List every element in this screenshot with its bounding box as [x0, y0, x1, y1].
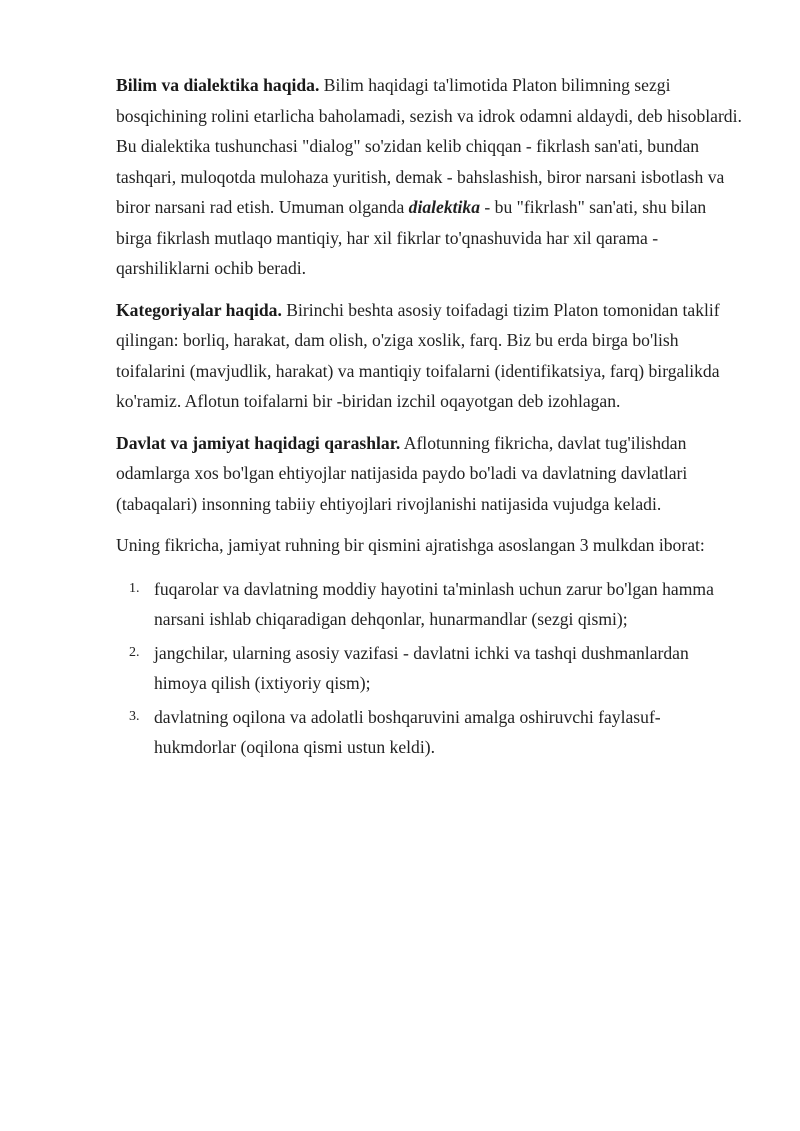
paragraph-jamiyat: [116, 530, 742, 561]
paragraph-text: Uning fikricha, jamiyat ruhning bir qismini ajratishga asoslangan 3 mulkdan iborat:: [116, 535, 705, 555]
list-item-text: jangchilar, ularning asosiy vazifasi - davlatni ichki va tashqi dushmanlardan himoya qilish (ixtiyoriy qism);: [154, 642, 689, 693]
term-dialektika: dialektika: [408, 197, 481, 217]
section-heading-davlat: Davlat va jamiyat haqidagi qarashlar.: [116, 432, 401, 453]
paragraph-kategoriyalar: [116, 295, 742, 417]
list-item-text: fuqarolar va davlatning moddiy hayotini ta'minlash uchun zarur bo'lgan hamma narsani ishlab chiqaradigan dehqonlar, hunarmandlar (sezgi qismi);: [154, 578, 714, 629]
document-page: [116, 70, 742, 766]
list-item-number: 1.: [129, 580, 140, 596]
list-item-text: davlatning oqilona va adolatli boshqaruvini amalga oshiruvchi faylasuf-hukmdorlar (oqilona qismi ustun keldi).: [154, 706, 661, 757]
list-item: [116, 574, 742, 635]
paragraph-bilim: [116, 70, 742, 284]
list-item: [116, 638, 742, 699]
paragraph-text: Aflotunning fikricha, davlat tug'ilishdan odamlarga xos bo'lgan ehtiyojlar natijasida paydo bo'ladi va davlatning davlatlari (tabaqalari) insonning tabiiy ehtiyojlari rivojlanishi natijasida vujudga keladi.: [116, 432, 688, 514]
section-heading-bilim: Bilim va dialektika haqida.: [116, 75, 320, 95]
list-item-number: 3.: [129, 708, 140, 724]
paragraph-text: - bu "fikrlash" san'ati, shu bilan birga fikrlash mutlaqo mantiqiy, har xil fikrlar to'qnashuvida har xil qarama -qarshiliklarni ochib beradi.: [116, 197, 707, 278]
section-heading-kategoriyalar: Kategoriyalar haqida.: [116, 299, 282, 320]
paragraph-davlat: [116, 428, 742, 520]
estates-list: [116, 574, 742, 763]
list-item: [116, 702, 742, 763]
paragraph-text: Birinchi beshta asosiy toifadagi tizim Platon tomonidan taklif qilingan: borliq, harakat, dam olish, o'ziga xoslik, farq. Biz bu erda birga bo'lish toifalarini (mavjudlik, harakat) va mantiqiy toifalarni (identifikatsiya, farq) birgalikda ko'ramiz. Aflotun toifalarni bir -biridan izchil oqayotgan deb izohlagan.: [116, 299, 720, 411]
paragraph-text: Bilim haqidagi ta'limotida Platon bilimning sezgi bosqichining rolini etarlicha baholamadi, sezish va idrok odamni aldaydi, deb hisoblardi. Bu dialektika tushunchasi "dialog" so'zidan kelib chiqqan - fikrlash san'ati, bundan tashqari, muloqotda mulohaza yuritish, demak - bahslashish, biror narsani isbotlash va biror narsani rad etish. Umuman olganda: [116, 75, 742, 217]
list-item-number: 2.: [129, 644, 140, 660]
